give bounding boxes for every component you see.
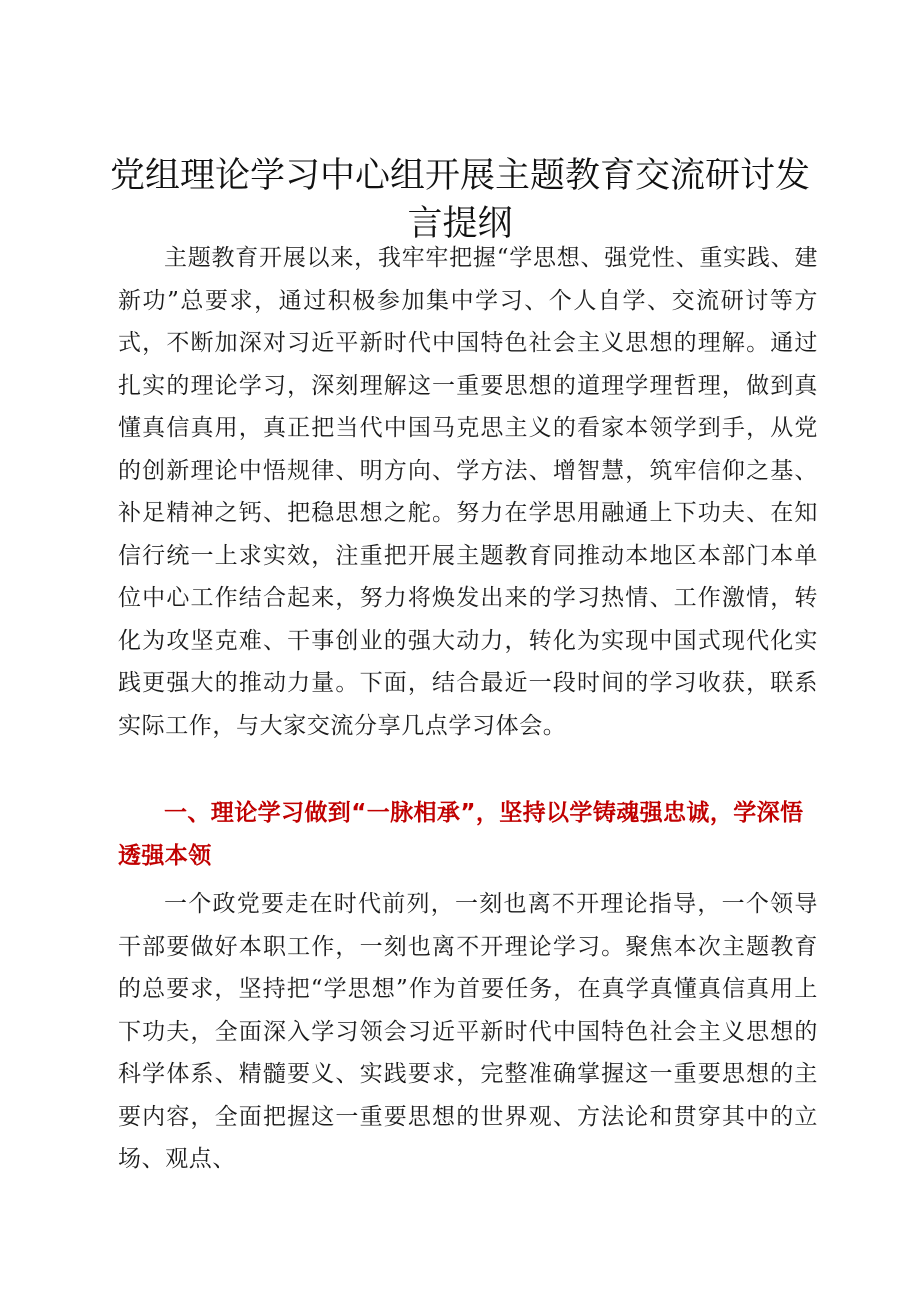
section-1-paragraph: 一个政党要走在时代前列，一刻也离不开理论指导，一个领导干部要做好本职工作，一刻也离不开理论学习。聚焦本次主题教育的总要求，坚持把“学思想”作为首要任务，在真学真懂真信真用上下功夫，全面深入学习领会习近平新时代中国特色社会主义思想的科学体系、精髓要义、实践要求，完整准确掌握这一重要思想的主要内容，全面把握这一重要思想的世界观、方法论和贯穿其中的立场、观点、 — [118, 891, 818, 1172]
section-1-heading: 一、理论学习做到“一脉相承”，坚持以学铸魂强忠诚，学深悟透强本领 — [118, 800, 804, 869]
intro-paragraph: 主题教育开展以来，我牢牢把握“学思想、强党性、重实践、建新功”总要求，通过积极参加集中学习、个人自学、交流研讨等方式，不断加深对习近平新时代中国特色社会主义思想的理解。通过扎实的理论学习，深刻理解这一重要思想的道理学理哲理，做到真懂真信真用，真正把当代中国马克思主义的看家本领学到手，从党的创新理论中悟规律、明方向、学方法、增智慧，筑牢信仰之基、补足精神之钙、把稳思想之舵。努力在学思用融通上下功夫、在知信行统一上求实效，注重把开展主题教育同推动本地区本部门本单位中心工作结合起来，努力将焕发出来的学习热情、工作激情，转化为攻坚克难、干事创业的强大动力，转化为实现中国式现代化实践更强大的推动力量。下面，结合最近一段时间的学习收获，联系实际工作，与大家交流分享几点学习体会。 — [118, 245, 818, 739]
document-title: 党组理论学习中心组开展主题教育交流研讨发言提纲 — [109, 156, 810, 244]
